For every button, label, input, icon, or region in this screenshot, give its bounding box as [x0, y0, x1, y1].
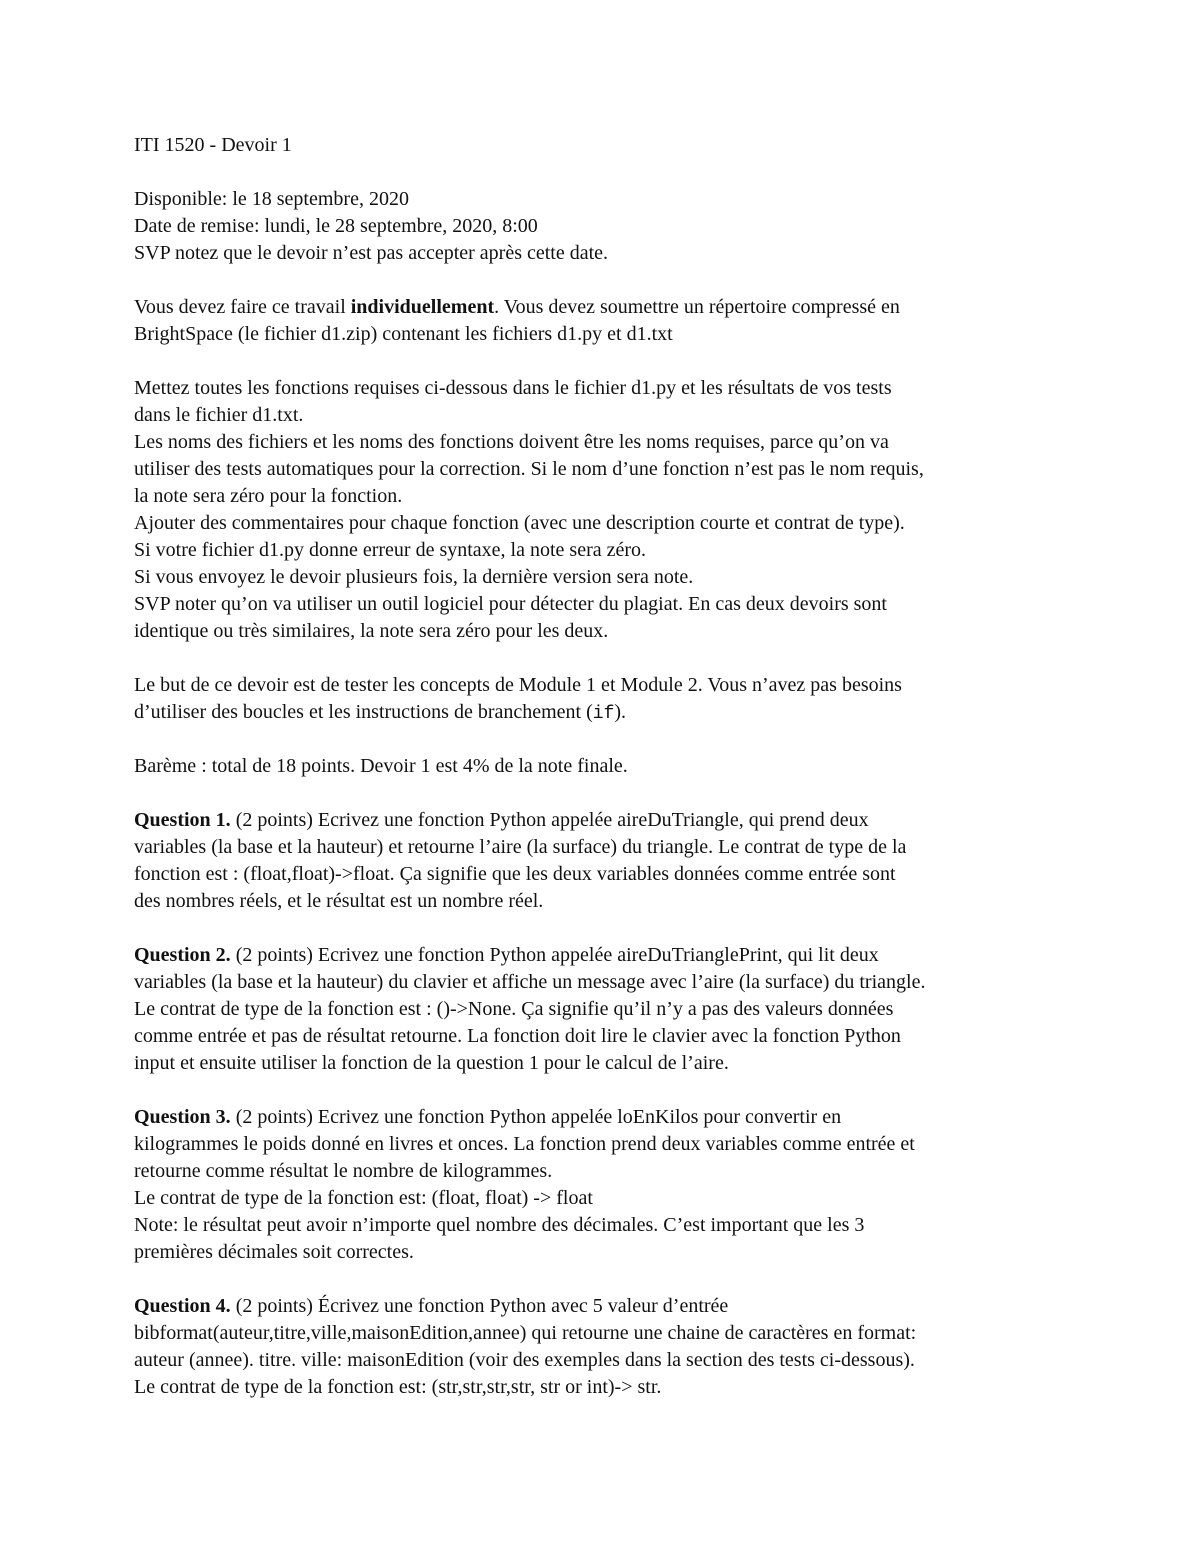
emphasis-individually: individuellement	[350, 296, 495, 318]
question-2-line: Le contrat de type de la fonction est : ()->None. Ça signifie qu’il n’y a pas des valeurs données	[134, 998, 894, 1020]
question-3-line: Le contrat de type de la fonction est: (float, float) -> float	[134, 1187, 593, 1209]
grading-line: Barème : total de 18 points. Devoir 1 est 4% de la note finale.	[134, 755, 628, 777]
question-label: Question 2.	[134, 944, 231, 966]
instructions-line: Mettez toutes les fonctions requises ci-dessous dans le fichier d1.py et les résultats de vos tests	[134, 377, 892, 399]
instructions-line: Si vous envoyez le devoir plusieurs fois, la dernière version sera note.	[134, 566, 694, 588]
question-1-line: Question 1. (2 points) Ecrivez une fonction Python appelée aireDuTriangle, qui prend deux	[134, 809, 869, 831]
code-if: if	[592, 704, 615, 724]
question-1-line: variables (la base et la hauteur) et retourne l’aire (la surface) du triangle. Le contrat de type de la	[134, 836, 907, 858]
question-3-line: premières décimales soit correctes.	[134, 1241, 414, 1263]
question-1-line: des nombres réels, et le résultat est un nombre réel.	[134, 890, 544, 912]
question-4-line: Le contrat de type de la fonction est: (str,str,str,str, str or int)-> str.	[134, 1376, 662, 1398]
instructions-line: Ajouter des commentaires pour chaque fonction (avec une description courte et contrat de type).	[134, 512, 905, 534]
available-date: Disponible: le 18 septembre, 2020	[134, 188, 409, 210]
question-2-line: input et ensuite utiliser la fonction de la question 1 pour le calcul de l’aire.	[134, 1052, 729, 1074]
question-3-line: Note: le résultat peut avoir n’importe quel nombre des décimales. C’est important que les 3	[134, 1214, 865, 1236]
instructions-line: Si votre fichier d1.py donne erreur de syntaxe, la note sera zéro.	[134, 539, 647, 561]
question-1-line: fonction est : (float,float)->float. Ça signifie que les deux variables données comme entrée sont	[134, 863, 896, 885]
late-note: SVP notez que le devoir n’est pas accepter après cette date.	[134, 242, 609, 264]
question-2-line: Question 2. (2 points) Ecrivez une fonction Python appelée aireDuTrianglePrint, qui lit deux	[134, 944, 879, 966]
instructions-line: BrightSpace (le fichier d1.zip) contenant les fichiers d1.py et d1.txt	[134, 323, 673, 345]
goal-line: Le but de ce devoir est de tester les concepts de Module 1 et Module 2. Vous n’avez pas besoins	[134, 674, 902, 696]
document-title: ITI 1520 - Devoir 1	[134, 134, 292, 156]
question-label: Question 3.	[134, 1106, 231, 1128]
question-4-line: auteur (annee). titre. ville: maisonEdition (voir des exemples dans la section des tests ci-dessous).	[134, 1349, 915, 1371]
goal-line: d’utiliser des boucles et les instructions de branchement (if).	[134, 701, 627, 724]
question-3-line: Question 3. (2 points) Ecrivez une fonction Python appelée loEnKilos pour convertir en	[134, 1106, 842, 1128]
instructions-line: identique ou très similaires, la note sera zéro pour les deux.	[134, 620, 609, 642]
instructions-line: utiliser des tests automatiques pour la correction. Si le nom d’une fonction n’est pas le nom requis,	[134, 458, 924, 480]
question-label: Question 1.	[134, 809, 231, 831]
question-2-line: variables (la base et la hauteur) du clavier et affiche un message avec l’aire (la surface) du triangle.	[134, 971, 926, 993]
instructions-line: Les noms des fichiers et les noms des fonctions doivent être les noms requises, parce qu’on va	[134, 431, 889, 453]
question-2-line: comme entrée et pas de résultat retourne. La fonction doit lire le clavier avec la fonction Python	[134, 1025, 901, 1047]
question-3-line: kilogrammes le poids donné en livres et onces. La fonction prend deux variables comme entrée et	[134, 1133, 915, 1155]
due-date: Date de remise: lundi, le 28 septembre, 2020, 8:00	[134, 215, 538, 237]
instructions-line: SVP noter qu’on va utiliser un outil logiciel pour détecter du plagiat. En cas deux devoirs sont	[134, 593, 887, 615]
instructions-line: dans le fichier d1.txt.	[134, 404, 304, 426]
question-3-line: retourne comme résultat le nombre de kilogrammes.	[134, 1160, 553, 1182]
document-page	[134, 132, 1074, 1401]
instructions-line: la note sera zéro pour la fonction.	[134, 485, 403, 507]
question-4-line: bibformat(auteur,titre,ville,maisonEdition,annee) qui retourne une chaine de caractères en format:	[134, 1322, 917, 1344]
question-label: Question 4.	[134, 1295, 231, 1317]
question-4-line: Question 4. (2 points) Écrivez une fonction Python avec 5 valeur d’entrée	[134, 1295, 729, 1317]
instructions-line: Vous devez faire ce travail individuellement. Vous devez soumettre un répertoire compressé en	[134, 296, 900, 318]
